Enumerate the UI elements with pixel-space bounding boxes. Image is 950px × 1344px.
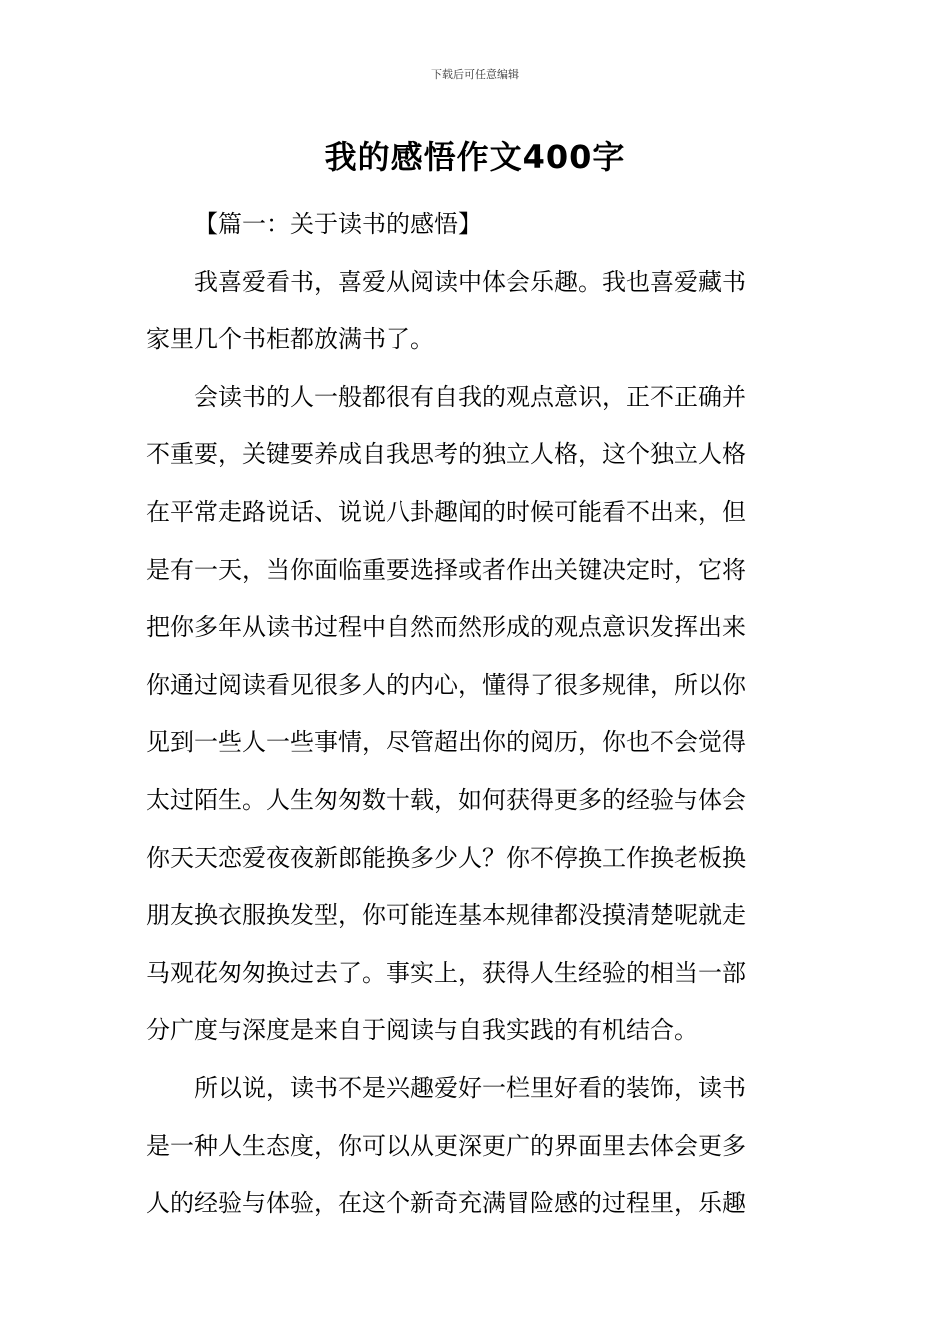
paragraph-line: 人的经验与体验，在这个新奇充满冒险感的过程里，乐趣: [146, 1189, 746, 1218]
paragraph-line: 家里几个书柜都放满书了。: [146, 325, 434, 354]
paragraph-line: 太过陌生。人生匆匆数十载，如何获得更多的经验与体会: [146, 785, 746, 814]
paragraph-1: [146, 254, 806, 369]
paragraph-line: 你通过阅读看见很多人的内心，懂得了很多规律，所以你: [146, 670, 746, 699]
header-note: 下载后可任意编辑: [431, 68, 519, 81]
paragraph-line: 我喜爱看书，喜爱从阅读中体会乐趣。我也喜爱藏书: [194, 267, 746, 296]
paragraph-line: 分广度与深度是来自于阅读与自我实践的有机结合。: [146, 1016, 698, 1045]
paragraph-line: 把你多年从读书过程中自然而然形成的观点意识发挥出来: [146, 613, 746, 642]
paragraph-line: 所以说，读书不是兴趣爱好一栏里好看的装饰，读书: [194, 1073, 746, 1102]
paragraph-3: [146, 1060, 806, 1233]
document-body: [146, 196, 806, 1233]
paragraph-line: 会读书的人一般都很有自我的观点意识，正不正确并: [194, 382, 746, 411]
paragraph-2: [146, 369, 806, 1060]
paragraph-line: 是有一天，当你面临重要选择或者作出关键决定时，它将: [146, 555, 746, 584]
paragraph-line: 见到一些人一些事情，尽管超出你的阅历，你也不会觉得: [146, 728, 746, 757]
paragraph-line: 马观花匆匆换过去了。事实上，获得人生经验的相当一部: [146, 958, 746, 987]
paragraph-line: 不重要，关键要养成自我思考的独立人格，这个独立人格: [146, 440, 746, 469]
section-heading: 【篇一：关于读书的感悟】: [194, 210, 482, 238]
paragraph-line: 在平常走路说话、说说八卦趣闻的时候可能看不出来，但: [146, 497, 746, 526]
paragraph-line: 是一种人生态度，你可以从更深更广的界面里去体会更多: [146, 1131, 746, 1160]
paragraph-line: 朋友换衣服换发型，你可能连基本规律都没摸清楚呢就走: [146, 901, 746, 930]
document-title: 我的感悟作文400字: [324, 138, 626, 176]
paragraph-line: 你天天恋爱夜夜新郎能换多少人？你不停换工作换老板换: [146, 843, 746, 872]
